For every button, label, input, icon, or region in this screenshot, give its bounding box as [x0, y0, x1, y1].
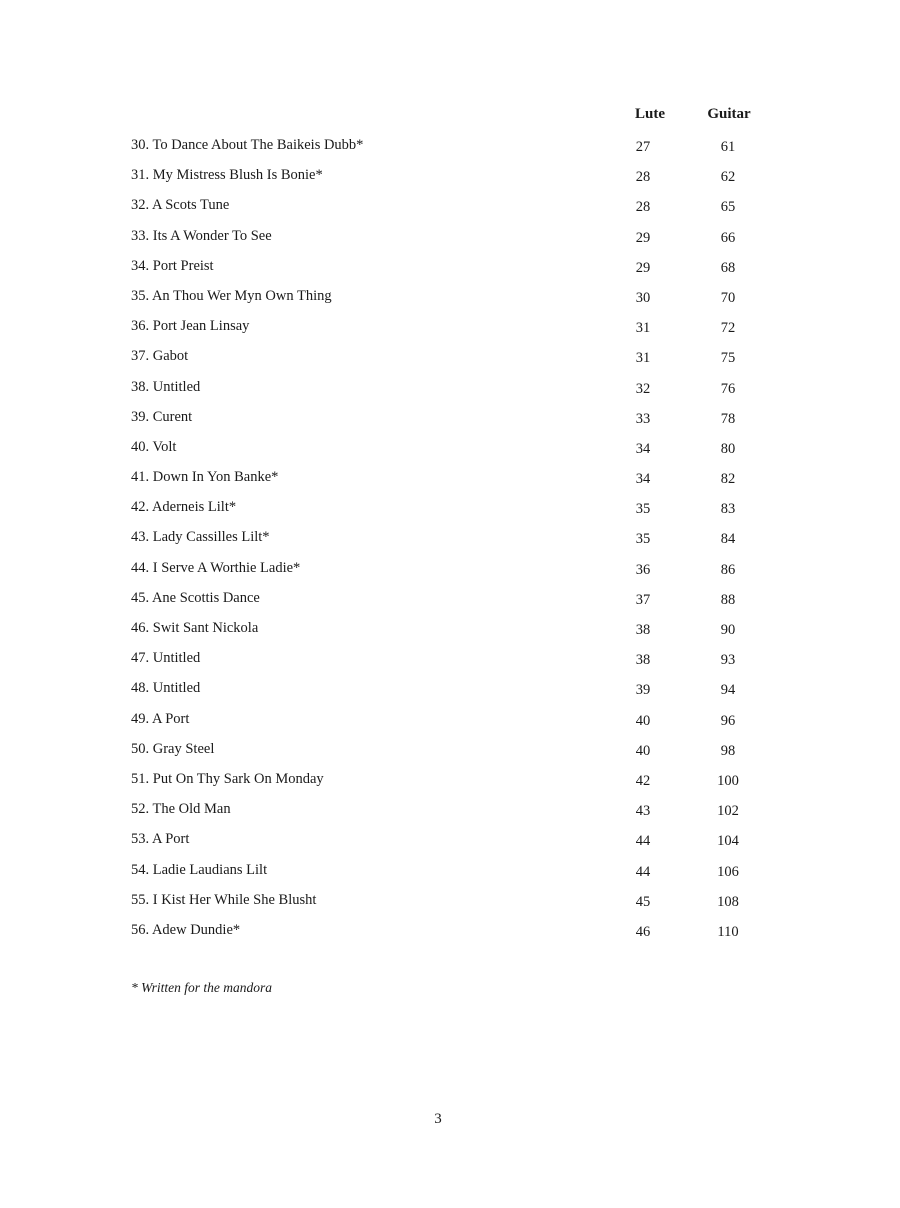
- contents-row: [131, 492, 791, 522]
- guitar-page-number: 82: [720, 471, 736, 488]
- piece-title: 31. My Mistress Blush Is Bonie*: [131, 167, 323, 184]
- guitar-page-number: 72: [720, 320, 736, 337]
- piece-title: 48. Untitled: [131, 680, 201, 697]
- contents-row: [131, 221, 791, 251]
- piece-title: 35. An Thou Wer Myn Own Thing: [131, 287, 332, 304]
- guitar-column-header: Guitar: [707, 106, 751, 122]
- piece-title: 55. I Kist Her While She Blusht: [131, 891, 317, 908]
- guitar-page-number: 106: [717, 863, 739, 880]
- contents-row: [131, 432, 791, 462]
- footnote: * Written for the mandora: [131, 980, 272, 995]
- piece-title: 34. Port Preist: [131, 257, 214, 274]
- piece-title: 53. A Port: [131, 831, 190, 848]
- guitar-page-number: 108: [717, 893, 739, 910]
- piece-title: 40. Volt: [131, 438, 177, 455]
- contents-row: [131, 643, 791, 673]
- contents-row: [131, 915, 791, 945]
- lute-page-number: 31: [635, 320, 651, 337]
- guitar-page-number: 80: [720, 440, 736, 457]
- lute-page-number: 40: [635, 742, 651, 759]
- guitar-page-number: 110: [717, 923, 739, 940]
- lute-page-number: 30: [635, 289, 651, 306]
- piece-title: 47. Untitled: [131, 650, 201, 667]
- lute-page-number: 37: [635, 591, 651, 608]
- contents-list: [131, 130, 791, 945]
- lute-page-number: 36: [635, 561, 651, 578]
- contents-row: [131, 734, 791, 764]
- lute-page-number: 38: [635, 652, 651, 669]
- guitar-page-number: 70: [720, 289, 736, 306]
- lute-page-number: 46: [635, 923, 651, 940]
- lute-column-header: Lute: [635, 106, 665, 122]
- lute-page-number: 34: [635, 471, 651, 488]
- guitar-page-number: 98: [720, 742, 736, 759]
- piece-title: 43. Lady Cassilles Lilt*: [131, 529, 270, 546]
- contents-row: [131, 251, 791, 281]
- piece-title: 41. Down In Yon Banke*: [131, 469, 279, 486]
- lute-page-number: 35: [635, 501, 651, 518]
- guitar-page-number: 68: [720, 259, 736, 276]
- guitar-page-number: 62: [720, 169, 736, 186]
- contents-row: [131, 553, 791, 583]
- lute-page-number: 33: [635, 410, 651, 427]
- lute-page-number: 44: [635, 863, 651, 880]
- guitar-page-number: 86: [720, 561, 736, 578]
- piece-title: 44. I Serve A Worthie Ladie*: [131, 559, 301, 576]
- piece-title: 52. The Old Man: [131, 801, 231, 818]
- contents-row: [131, 824, 791, 854]
- guitar-page-number: 76: [720, 380, 736, 397]
- lute-page-number: 40: [635, 712, 651, 729]
- lute-page-number: 42: [635, 772, 651, 789]
- contents-row: [131, 885, 791, 915]
- piece-title: 39. Curent: [131, 408, 193, 425]
- contents-row: [131, 130, 791, 160]
- contents-row: [131, 764, 791, 794]
- guitar-page-number: 75: [720, 350, 736, 367]
- guitar-page-number: 90: [720, 622, 736, 638]
- piece-title: 36. Port Jean Linsay: [131, 318, 250, 335]
- piece-title: 32. A Scots Tune: [131, 197, 230, 214]
- lute-page-number: 43: [635, 803, 651, 820]
- contents-row: [131, 855, 791, 885]
- contents-row: [131, 372, 791, 402]
- contents-row: [131, 794, 791, 824]
- lute-page-number: 45: [635, 893, 651, 910]
- guitar-page-number: 93: [720, 652, 736, 669]
- lute-page-number: 29: [635, 229, 651, 246]
- piece-title: 54. Ladie Laudians Lilt: [131, 861, 268, 878]
- piece-title: 56. Adew Dundie*: [131, 921, 241, 938]
- lute-page-number: 38: [635, 622, 651, 638]
- piece-title: 50. Gray Steel: [131, 740, 215, 757]
- contents-row: [131, 522, 791, 552]
- lute-page-number: 35: [635, 531, 651, 548]
- contents-row: [131, 673, 791, 703]
- contents-row: [131, 190, 791, 220]
- piece-title: 38. Untitled: [131, 378, 201, 395]
- guitar-page-number: 100: [717, 772, 739, 789]
- contents-row: [131, 704, 791, 734]
- piece-title: 49. A Port: [131, 710, 190, 727]
- contents-row: [131, 583, 791, 613]
- lute-page-number: 44: [635, 833, 651, 850]
- guitar-page-number: 102: [717, 803, 739, 820]
- lute-page-number: 28: [635, 199, 651, 216]
- piece-title: 46. Swit Sant Nickola: [131, 620, 259, 636]
- contents-row: [131, 402, 791, 432]
- lute-page-number: 29: [635, 259, 651, 276]
- guitar-page-number: 83: [720, 501, 736, 518]
- contents-row: [131, 281, 791, 311]
- lute-page-number: 39: [635, 682, 651, 699]
- contents-row: [131, 462, 791, 492]
- lute-page-number: 27: [635, 139, 651, 155]
- guitar-page-number: 65: [720, 199, 736, 216]
- guitar-page-number: 96: [720, 712, 736, 729]
- guitar-page-number: 104: [717, 833, 739, 850]
- guitar-page-number: 66: [720, 229, 736, 246]
- piece-title: 51. Put On Thy Sark On Monday: [131, 770, 324, 787]
- piece-title: 37. Gabot: [131, 348, 189, 365]
- lute-page-number: 28: [635, 169, 651, 186]
- piece-title: 45. Ane Scottis Dance: [131, 589, 260, 606]
- contents-row: [131, 311, 791, 341]
- contents-row: [131, 341, 791, 371]
- lute-page-number: 31: [635, 350, 651, 367]
- lute-page-number: 34: [635, 440, 651, 457]
- piece-title: 42. Aderneis Lilt*: [131, 499, 237, 516]
- guitar-page-number: 84: [720, 531, 736, 548]
- piece-title: 33. Its A Wonder To See: [131, 227, 272, 244]
- lute-page-number: 32: [635, 380, 651, 397]
- piece-title: 30. To Dance About The Baikeis Dubb*: [131, 137, 364, 153]
- contents-row: [131, 613, 791, 643]
- contents-row: [131, 160, 791, 190]
- guitar-page-number: 94: [720, 682, 736, 699]
- guitar-page-number: 61: [720, 139, 736, 155]
- guitar-page-number: 88: [720, 591, 736, 608]
- page-number: 3: [434, 1111, 442, 1127]
- guitar-page-number: 78: [720, 410, 736, 427]
